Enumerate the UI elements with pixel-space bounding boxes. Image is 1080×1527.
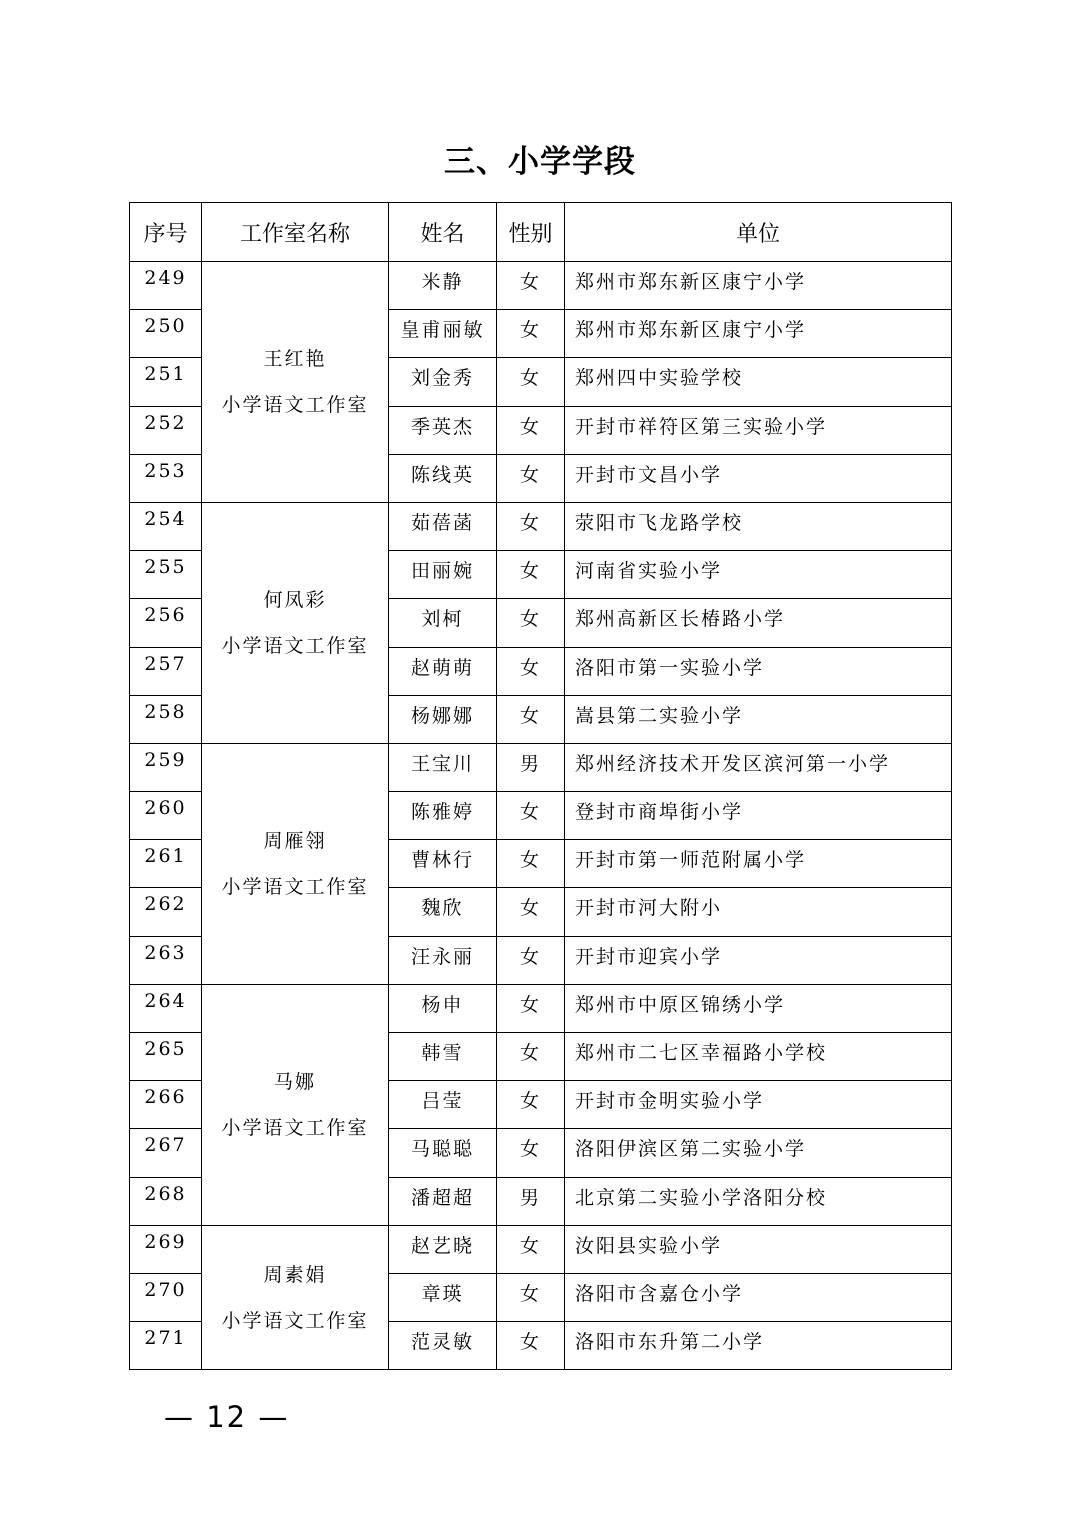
table-header-row bbox=[130, 203, 952, 262]
table-row bbox=[130, 743, 952, 791]
cell-unit: 洛阳市东升第二小学 bbox=[565, 1322, 952, 1370]
cell-gender: 女 bbox=[497, 1081, 565, 1129]
cell-name: 王宝川 bbox=[389, 743, 497, 791]
cell-studio bbox=[202, 262, 389, 503]
studio-leader: 周素娟 bbox=[263, 1263, 327, 1286]
cell-no: 261 bbox=[130, 840, 202, 888]
cell-unit: 洛阳市含嘉仓小学 bbox=[565, 1273, 952, 1321]
cell-name: 马聪聪 bbox=[389, 1129, 497, 1177]
cell-gender: 女 bbox=[497, 1273, 565, 1321]
header-unit: 单位 bbox=[565, 203, 952, 262]
cell-no: 262 bbox=[130, 888, 202, 936]
cell-gender: 女 bbox=[497, 599, 565, 647]
cell-studio bbox=[202, 984, 389, 1225]
header-studio: 工作室名称 bbox=[202, 203, 389, 262]
cell-name: 刘柯 bbox=[389, 599, 497, 647]
cell-unit: 郑州市中原区锦绣小学 bbox=[565, 984, 952, 1032]
cell-unit: 开封市第一师范附属小学 bbox=[565, 840, 952, 888]
cell-gender: 女 bbox=[497, 262, 565, 310]
cell-no: 253 bbox=[130, 454, 202, 502]
cell-no: 270 bbox=[130, 1273, 202, 1321]
studio-subject: 小学语文工作室 bbox=[221, 634, 369, 657]
cell-no: 258 bbox=[130, 695, 202, 743]
cell-unit: 郑州经济技术开发区滨河第一小学 bbox=[565, 743, 952, 791]
cell-name: 杨申 bbox=[389, 984, 497, 1032]
cell-no: 252 bbox=[130, 406, 202, 454]
cell-unit: 郑州四中实验学校 bbox=[565, 358, 952, 406]
header-no: 序号 bbox=[130, 203, 202, 262]
header-name: 姓名 bbox=[389, 203, 497, 262]
cell-name: 章瑛 bbox=[389, 1273, 497, 1321]
table-body bbox=[130, 262, 952, 1370]
cell-gender: 女 bbox=[497, 358, 565, 406]
cell-no: 255 bbox=[130, 551, 202, 599]
cell-no: 254 bbox=[130, 502, 202, 550]
cell-name: 曹林行 bbox=[389, 840, 497, 888]
member-table bbox=[129, 202, 952, 1370]
page-title: 三、小学学段 bbox=[444, 144, 636, 180]
cell-name: 米静 bbox=[389, 262, 497, 310]
cell-gender: 女 bbox=[497, 695, 565, 743]
cell-unit: 开封市祥符区第三实验小学 bbox=[565, 406, 952, 454]
cell-unit: 郑州市郑东新区康宁小学 bbox=[565, 310, 952, 358]
cell-gender: 女 bbox=[497, 936, 565, 984]
cell-unit: 郑州市二七区幸福路小学校 bbox=[565, 1033, 952, 1081]
cell-unit: 开封市金明实验小学 bbox=[565, 1081, 952, 1129]
cell-no: 256 bbox=[130, 599, 202, 647]
cell-name: 杨娜娜 bbox=[389, 695, 497, 743]
cell-unit: 登封市商埠街小学 bbox=[565, 792, 952, 840]
studio-subject: 小学语文工作室 bbox=[221, 875, 369, 898]
cell-gender: 女 bbox=[497, 1322, 565, 1370]
cell-unit: 郑州市郑东新区康宁小学 bbox=[565, 262, 952, 310]
cell-gender: 女 bbox=[497, 551, 565, 599]
cell-unit: 开封市文昌小学 bbox=[565, 454, 952, 502]
studio-subject: 小学语文工作室 bbox=[221, 393, 369, 416]
cell-unit: 开封市河大附小 bbox=[565, 888, 952, 936]
cell-no: 259 bbox=[130, 743, 202, 791]
table-row bbox=[130, 984, 952, 1032]
cell-unit: 北京第二实验小学洛阳分校 bbox=[565, 1177, 952, 1225]
cell-unit: 洛阳市第一实验小学 bbox=[565, 647, 952, 695]
studio-leader: 何凤彩 bbox=[263, 588, 327, 611]
cell-gender: 女 bbox=[497, 647, 565, 695]
cell-no: 249 bbox=[130, 262, 202, 310]
cell-unit: 汝阳县实验小学 bbox=[565, 1225, 952, 1273]
cell-no: 265 bbox=[130, 1033, 202, 1081]
cell-gender: 女 bbox=[497, 984, 565, 1032]
cell-name: 季英杰 bbox=[389, 406, 497, 454]
cell-no: 267 bbox=[130, 1129, 202, 1177]
cell-no: 260 bbox=[130, 792, 202, 840]
cell-name: 吕莹 bbox=[389, 1081, 497, 1129]
cell-unit: 嵩县第二实验小学 bbox=[565, 695, 952, 743]
table-row bbox=[130, 1225, 952, 1273]
cell-gender: 男 bbox=[497, 743, 565, 791]
page-number: — 12 — bbox=[164, 1400, 290, 1434]
cell-unit: 荥阳市飞龙路学校 bbox=[565, 502, 952, 550]
cell-gender: 女 bbox=[497, 502, 565, 550]
cell-unit: 河南省实验小学 bbox=[565, 551, 952, 599]
cell-name: 田丽婉 bbox=[389, 551, 497, 599]
cell-no: 250 bbox=[130, 310, 202, 358]
cell-unit: 郑州高新区长椿路小学 bbox=[565, 599, 952, 647]
cell-studio bbox=[202, 1225, 389, 1370]
cell-no: 266 bbox=[130, 1081, 202, 1129]
cell-gender: 女 bbox=[497, 310, 565, 358]
cell-name: 潘超超 bbox=[389, 1177, 497, 1225]
cell-no: 268 bbox=[130, 1177, 202, 1225]
cell-name: 陈雅婷 bbox=[389, 792, 497, 840]
cell-gender: 女 bbox=[497, 1129, 565, 1177]
studio-leader: 马娜 bbox=[273, 1070, 316, 1093]
cell-name: 魏欣 bbox=[389, 888, 497, 936]
cell-name: 汪永丽 bbox=[389, 936, 497, 984]
cell-name: 皇甫丽敏 bbox=[389, 310, 497, 358]
cell-unit: 洛阳伊滨区第二实验小学 bbox=[565, 1129, 952, 1177]
cell-name: 韩雪 bbox=[389, 1033, 497, 1081]
cell-no: 264 bbox=[130, 984, 202, 1032]
cell-no: 269 bbox=[130, 1225, 202, 1273]
cell-studio bbox=[202, 743, 389, 984]
studio-leader: 周雁翎 bbox=[263, 829, 327, 852]
header-gender: 性别 bbox=[497, 203, 565, 262]
table-row bbox=[130, 502, 952, 550]
cell-name: 茹蓓菡 bbox=[389, 502, 497, 550]
cell-gender: 男 bbox=[497, 1177, 565, 1225]
cell-gender: 女 bbox=[497, 840, 565, 888]
cell-unit: 开封市迎宾小学 bbox=[565, 936, 952, 984]
cell-name: 范灵敏 bbox=[389, 1322, 497, 1370]
cell-gender: 女 bbox=[497, 406, 565, 454]
cell-name: 陈线英 bbox=[389, 454, 497, 502]
cell-studio bbox=[202, 502, 389, 743]
cell-no: 263 bbox=[130, 936, 202, 984]
cell-gender: 女 bbox=[497, 1033, 565, 1081]
cell-name: 赵萌萌 bbox=[389, 647, 497, 695]
studio-subject: 小学语文工作室 bbox=[221, 1116, 369, 1139]
cell-no: 257 bbox=[130, 647, 202, 695]
table-row bbox=[130, 262, 952, 310]
cell-gender: 女 bbox=[497, 888, 565, 936]
cell-gender: 女 bbox=[497, 1225, 565, 1273]
cell-gender: 女 bbox=[497, 792, 565, 840]
studio-leader: 王红艳 bbox=[263, 347, 327, 370]
cell-no: 271 bbox=[130, 1322, 202, 1370]
studio-subject: 小学语文工作室 bbox=[221, 1309, 369, 1332]
cell-gender: 女 bbox=[497, 454, 565, 502]
cell-name: 赵艺晓 bbox=[389, 1225, 497, 1273]
cell-no: 251 bbox=[130, 358, 202, 406]
cell-name: 刘金秀 bbox=[389, 358, 497, 406]
